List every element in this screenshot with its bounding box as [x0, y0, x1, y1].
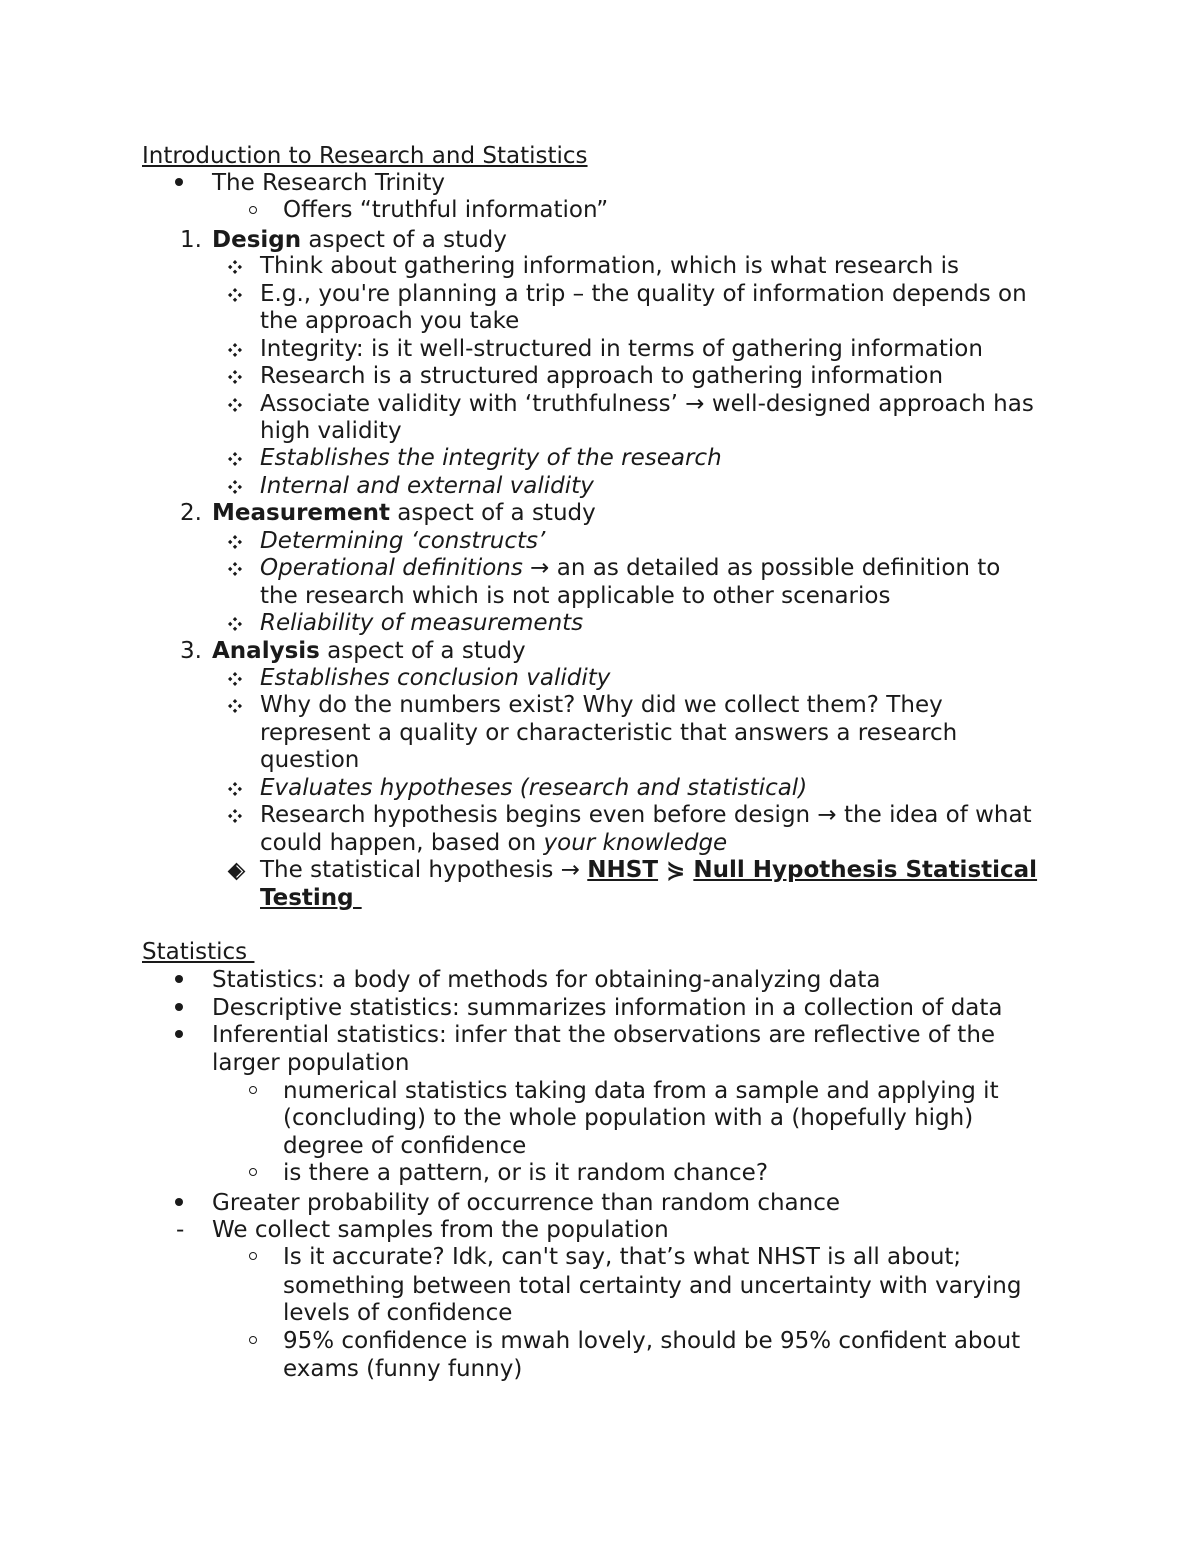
list-number: 1.: [180, 227, 202, 253]
stats-bullet-3-cont: larger population: [212, 1050, 410, 1076]
nhst-definition: Null Hypothesis Statistical: [693, 857, 1038, 883]
diamond-bullet-icon: [227, 534, 243, 550]
bullet-circle: [249, 1086, 257, 1094]
stats-sub-2: is there a pattern, or is it random chance?: [283, 1160, 769, 1186]
bullet-circle: [249, 206, 257, 214]
measurement-bullet-1: Determining ‘constructs’: [260, 528, 546, 554]
design-bullet-5: Associate validity with ‘truthfulness’ → well-designed approach has: [260, 391, 1034, 417]
analysis-bullet-3: Evaluates hypotheses (research and statistical): [260, 775, 808, 801]
bullet-dot: [175, 975, 183, 983]
bullet-dot: [175, 178, 183, 186]
bullet-circle: [249, 1336, 257, 1344]
list-number: 3.: [180, 638, 202, 664]
list-item-analysis: [212, 637, 526, 665]
stats-sub-3-cont: something between total certainty and uncertainty with varying: [283, 1273, 1022, 1299]
your-knowledge: your knowledge: [543, 830, 728, 856]
nhst-definition-cont: Testing: [260, 885, 362, 911]
analysis-bullet-2-cont: question: [260, 747, 360, 773]
section-heading-intro: Introduction to Research and Statistics: [142, 143, 588, 169]
diamond-bullet-icon: [227, 342, 243, 358]
stats-sub-3-cont: levels of confidence: [283, 1300, 513, 1326]
diamond-bullet-icon: [227, 862, 246, 881]
diamond-bullet-icon: [227, 616, 243, 632]
analysis-bullet-4-pre: could happen, based on: [260, 830, 544, 856]
measurement-bullet-3: Reliability of measurements: [260, 610, 584, 636]
design-bullet-5-cont: high validity: [260, 418, 402, 444]
design-bullet-7: Internal and external validity: [260, 473, 594, 499]
section-heading-statistics: Statistics: [142, 939, 255, 965]
stats-sub-1-cont: degree of confidence: [283, 1133, 527, 1159]
statistical-hypothesis-pre: The statistical hypothesis →: [260, 857, 588, 883]
stats-sub-4: 95% confidence is mwah lovely, should be 95% confident about: [283, 1328, 1021, 1354]
design-bullet-2-cont: the approach you take: [260, 308, 520, 334]
stats-sub-1: numerical statistics taking data from a sample and applying it: [283, 1078, 999, 1104]
bullet-dot: [175, 1003, 183, 1011]
dash-bullet: -: [176, 1217, 185, 1243]
stats-bullet-1: Statistics: a body of methods for obtaining-analyzing data: [212, 967, 881, 993]
list-item-trinity: The Research Trinity: [212, 170, 446, 196]
analysis-bullet-2-cont: represent a quality or characteristic that answers a research: [260, 720, 958, 746]
analysis-bullet-4-cont: [260, 829, 727, 857]
design-bullet-4: Research is a structured approach to gathering information: [260, 363, 944, 389]
bullet-circle: [249, 1252, 257, 1260]
diamond-bullet-icon: [227, 698, 243, 714]
stats-bullet-4: Greater probability of occurrence than random chance: [212, 1190, 841, 1216]
design-term: Design: [212, 227, 302, 253]
list-item-design: [212, 226, 507, 254]
list-item-measurement: [212, 499, 596, 527]
list-number: 2.: [180, 500, 202, 526]
analysis-term: Analysis: [212, 638, 320, 664]
diamond-bullet-icon: [227, 781, 243, 797]
diamond-bullet-icon: [227, 369, 243, 385]
operational-definitions-rest: → an as detailed as possible definition to: [522, 555, 1001, 581]
diamond-bullet-icon: [227, 671, 243, 687]
analysis-bullet-5: [260, 856, 1037, 884]
design-bullet-2: E.g., you're planning a trip – the quality of information depends on: [260, 281, 1027, 307]
list-item-trinity-sub: Offers “truthful information”: [283, 197, 609, 223]
nhst-arrow: ⋟: [658, 857, 694, 883]
analysis-rest: aspect of a study: [319, 638, 526, 664]
design-bullet-1: Think about gathering information, which is what research is: [260, 253, 960, 279]
stats-bullet-2: Descriptive statistics: summarizes information in a collection of data: [212, 995, 1003, 1021]
nhst-term: NHST: [587, 857, 659, 883]
diamond-bullet-icon: [227, 561, 243, 577]
design-bullet-3: Integrity: is it well-structured in terms of gathering information: [260, 336, 983, 362]
bullet-circle: [249, 1168, 257, 1176]
measurement-bullet-2-cont: the research which is not applicable to other scenarios: [260, 583, 891, 609]
bullet-dot: [175, 1198, 183, 1206]
stats-sub-1-cont: (concluding) to the whole population with a (hopefully high): [283, 1105, 974, 1131]
analysis-bullet-4: Research hypothesis begins even before design → the idea of what: [260, 802, 1032, 828]
stats-sub-3: Is it accurate? Idk, can't say, that’s what NHST is all about;: [283, 1244, 962, 1270]
analysis-bullet-1: Establishes conclusion validity: [260, 665, 611, 691]
stats-bullet-5: We collect samples from the population: [212, 1217, 669, 1243]
diamond-bullet-icon: [227, 451, 243, 467]
diamond-bullet-icon: [227, 808, 243, 824]
diamond-bullet-icon: [227, 397, 243, 413]
diamond-bullet-icon: [227, 287, 243, 303]
diamond-bullet-icon: [227, 479, 243, 495]
stats-bullet-3: Inferential statistics: infer that the observations are reflective of the: [212, 1022, 996, 1048]
stats-sub-4-cont: exams (funny funny): [283, 1356, 523, 1382]
operational-definitions-term: Operational definitions: [260, 555, 523, 581]
measurement-bullet-2: [260, 554, 1000, 582]
bullet-dot: [175, 1030, 183, 1038]
diamond-bullet-icon: [227, 259, 243, 275]
design-rest: aspect of a study: [301, 227, 507, 253]
measurement-term: Measurement: [212, 500, 390, 526]
measurement-rest: aspect of a study: [389, 500, 596, 526]
analysis-bullet-2: Why do the numbers exist? Why did we collect them? They: [260, 692, 943, 718]
design-bullet-6: Establishes the integrity of the research: [260, 445, 722, 471]
